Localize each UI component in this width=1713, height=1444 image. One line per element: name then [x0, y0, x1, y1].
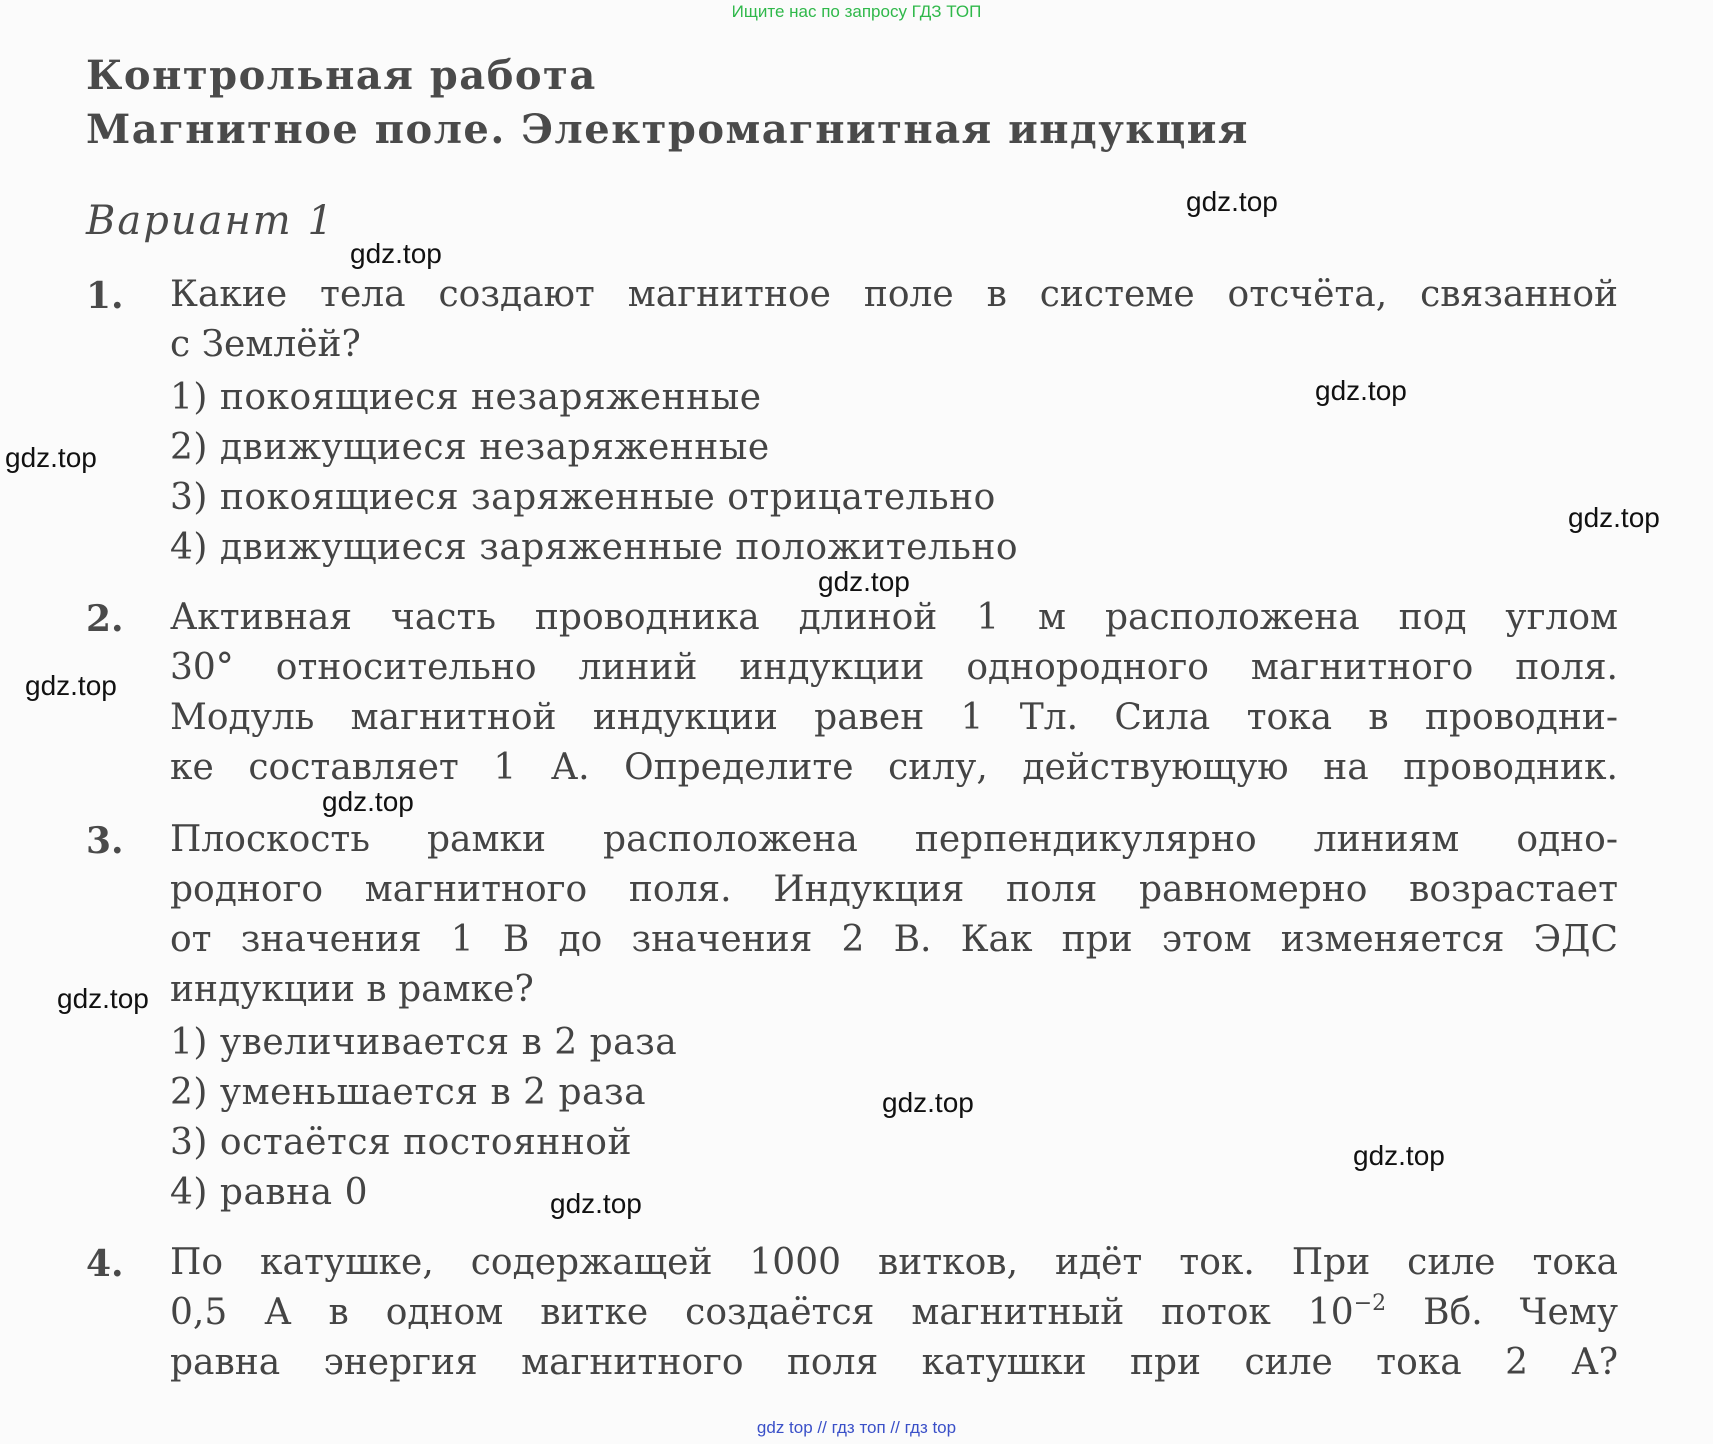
watermark: gdz.top [1568, 502, 1660, 533]
question-3-option: 4) равна 0 [170, 1172, 368, 1213]
question-1-line: с Землёй? [170, 324, 361, 365]
watermark: gdz.top [818, 566, 910, 597]
question-4-line: По катушке, содержащей 1000 витков, идёт ток. При силе тока [170, 1242, 1618, 1283]
question-3-option: 3) остаётся постоянной [170, 1122, 632, 1163]
question-3-line: Плоскость рамки расположена перпендикулярно линиям одно- [170, 819, 1618, 860]
watermark: gdz.top [5, 442, 97, 473]
question-4-text: Вб. Чему [1386, 1292, 1618, 1333]
watermark: gdz.top [882, 1087, 974, 1118]
question-1-option: 1) покоящиеся незаряженные [170, 377, 762, 418]
question-3-line: от значения 1 В до значения 2 В. Как при этом изменяется ЭДС [170, 919, 1618, 960]
question-1-line: Какие тела создают магнитное поле в системе отсчёта, связанной [170, 274, 1618, 315]
question-3-line: индукции в рамке? [170, 969, 534, 1010]
question-number-1: 1. [86, 275, 124, 317]
question-1-option: 3) покоящиеся заряженные отрицательно [170, 477, 996, 518]
question-4-line: равна энергия магнитного поля катушки при силе тока 2 А? [170, 1342, 1618, 1383]
question-3-option: 1) увеличивается в 2 раза [170, 1022, 678, 1063]
question-number-3: 3. [86, 820, 124, 862]
watermark: gdz.top [57, 983, 149, 1014]
question-2-line: 30° относительно линий индукции однородного магнитного поля. [170, 647, 1618, 688]
watermark: gdz.top [1315, 375, 1407, 406]
question-1-option: 2) движущиеся незаряженные [170, 427, 770, 468]
question-4-text: 0,5 А в одном витке создаётся магнитный поток 10 [170, 1292, 1354, 1333]
watermark: gdz.top [550, 1188, 642, 1219]
question-3-line: родного магнитного поля. Индукция поля равномерно возрастает [170, 869, 1618, 910]
exponent: −2 [1353, 1291, 1387, 1316]
variant-label: Вариант 1 [86, 198, 335, 244]
watermark: gdz.top [25, 670, 117, 701]
footer-links[interactable]: gdz top // гдз топ // гдз top [756, 1418, 957, 1437]
question-2-line: Модуль магнитной индукции равен 1 Тл. Сила тока в проводни- [170, 697, 1618, 738]
page-subtitle: Магнитное поле. Электромагнитная индукция [86, 106, 1249, 153]
question-number-4: 4. [86, 1243, 124, 1285]
question-3-option: 2) уменьшается в 2 раза [170, 1072, 647, 1113]
watermark: gdz.top [350, 238, 442, 269]
question-2-line: Активная часть проводника длиной 1 м расположена под углом [170, 597, 1618, 638]
watermark: gdz.top [1353, 1140, 1445, 1171]
question-1-option: 4) движущиеся заряженные положительно [170, 527, 1019, 568]
question-4-line [170, 1291, 1618, 1333]
watermark: gdz.top [1186, 186, 1278, 217]
watermark: gdz.top [322, 786, 414, 817]
question-2-line: ке составляет 1 А. Определите силу, действующую на проводник. [170, 747, 1618, 788]
page-title: Контрольная работа [86, 52, 597, 99]
question-number-2: 2. [86, 598, 124, 640]
top-banner[interactable]: Ищите нас по запросу ГДЗ ТОП [731, 2, 982, 21]
